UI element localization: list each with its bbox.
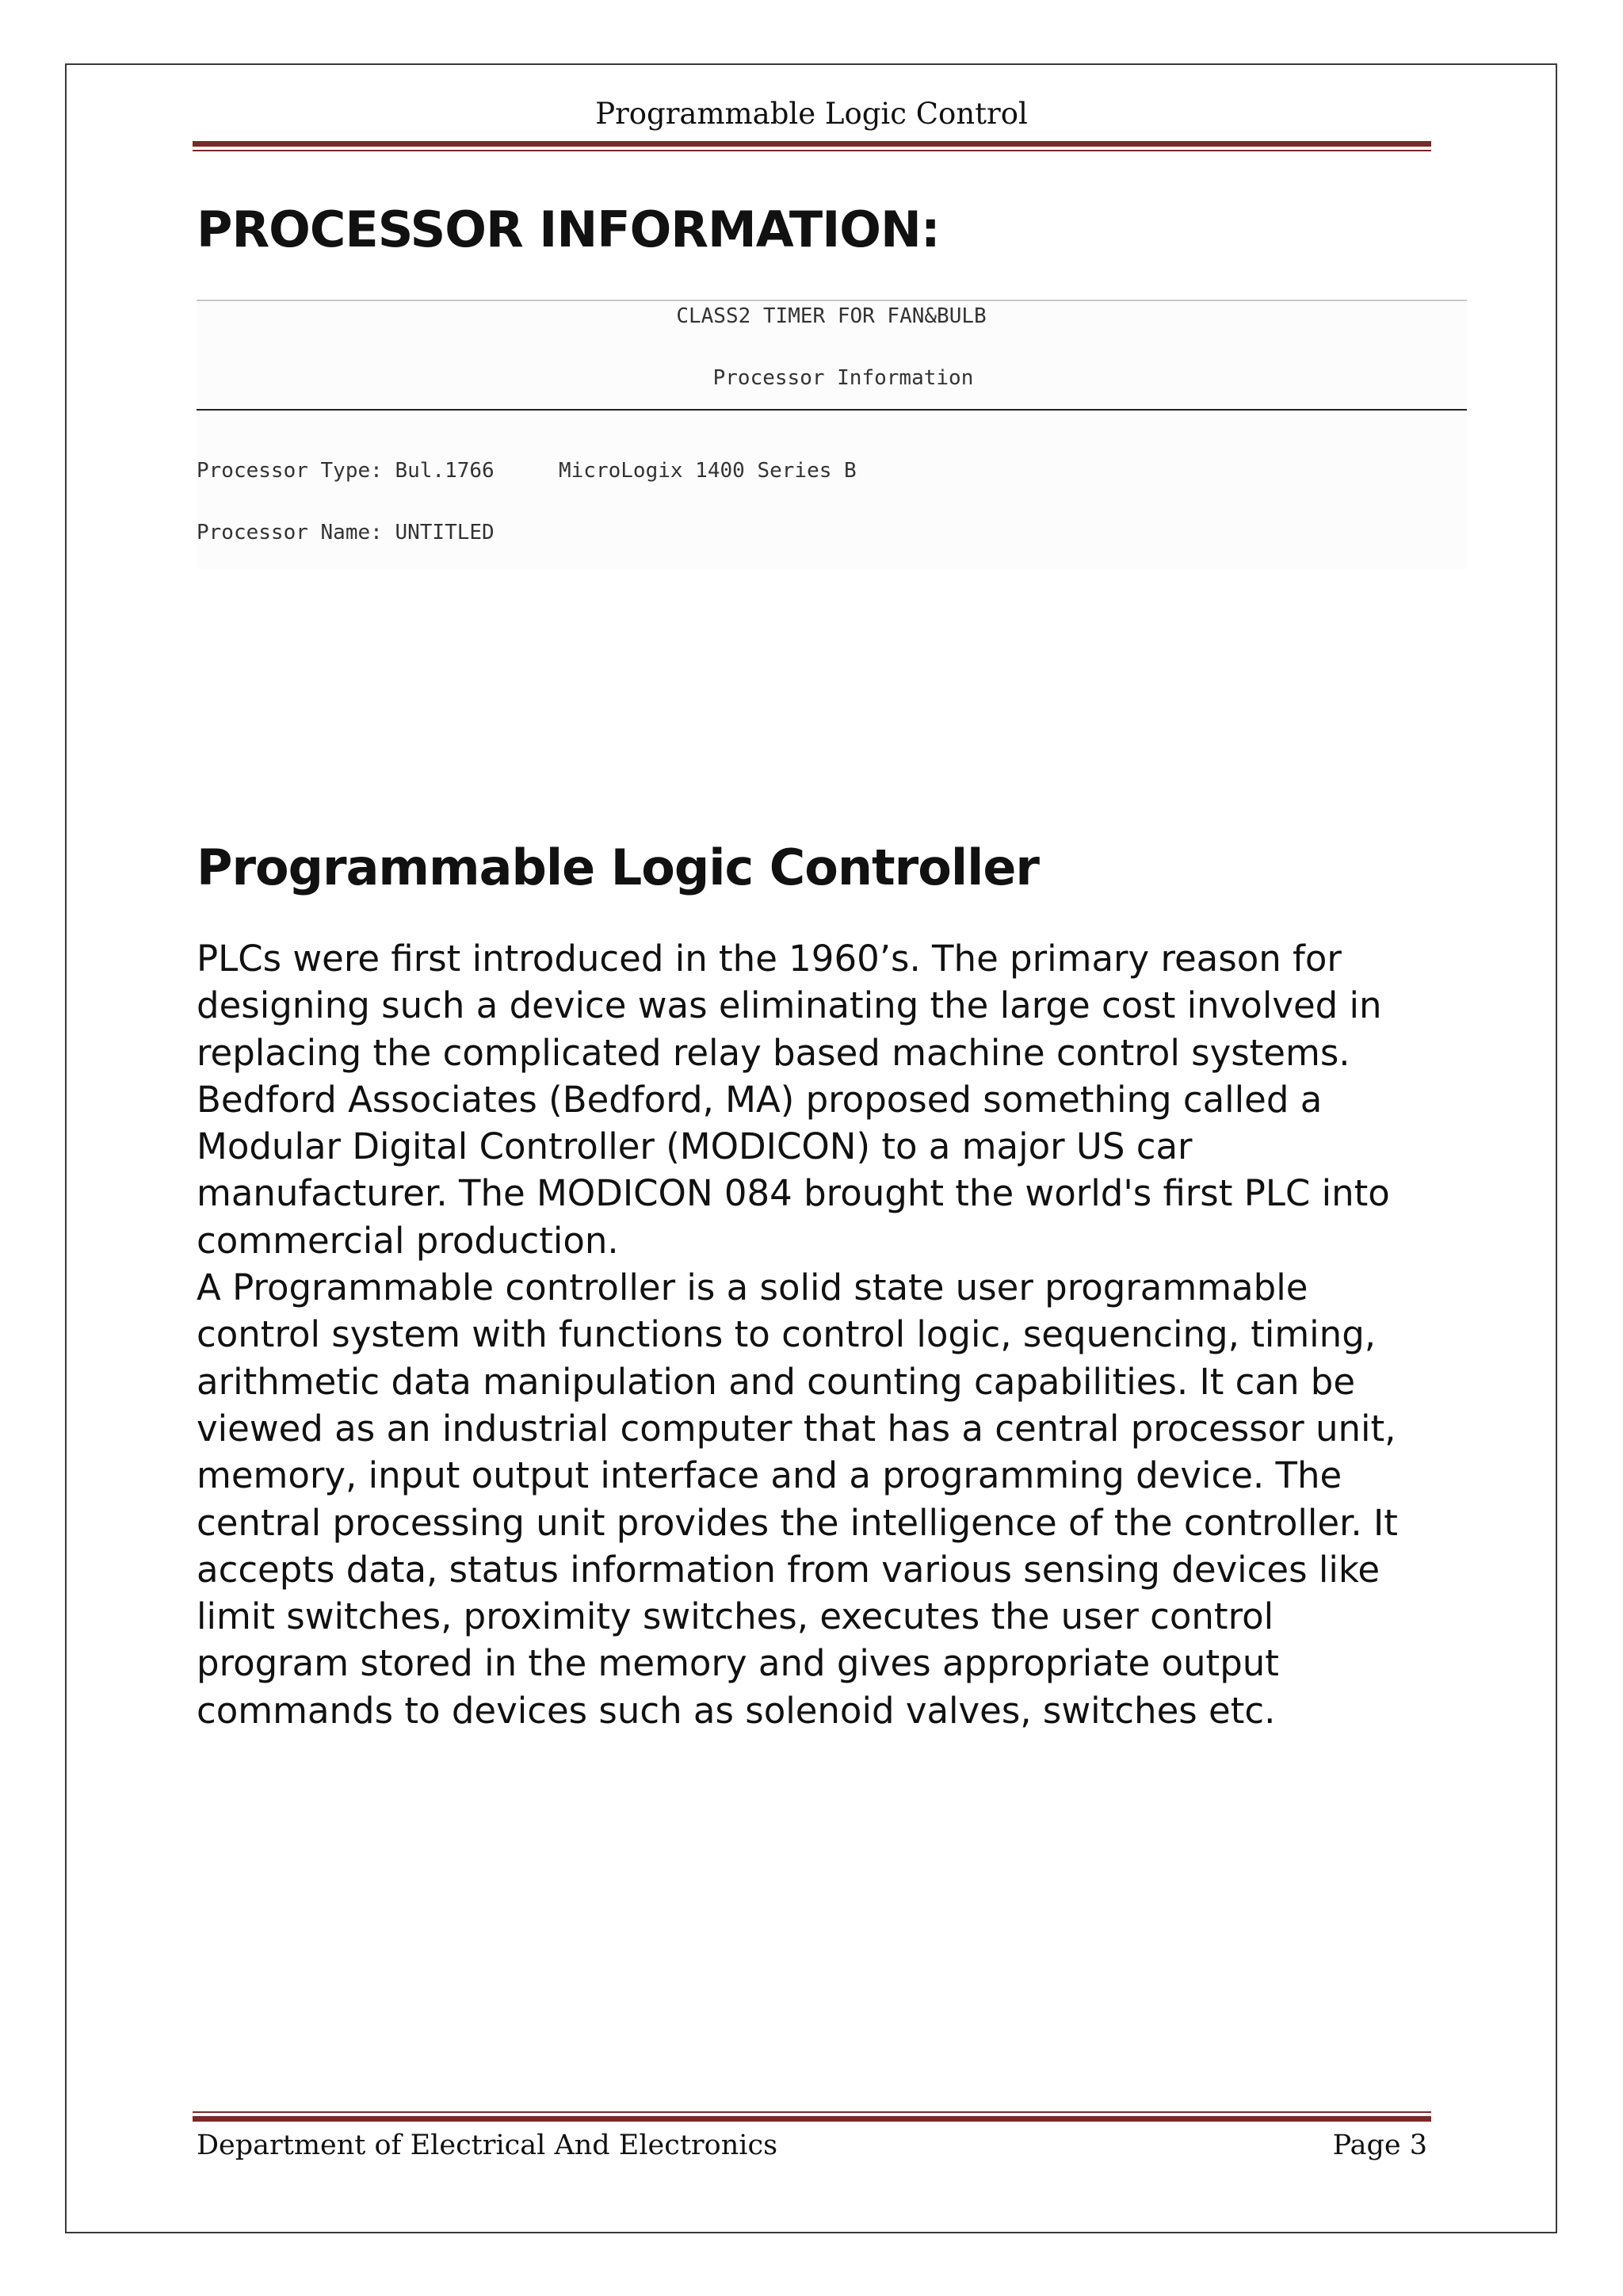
body-line: PLCs were first introduced in the 1960’s. The primary reason for [197,938,1342,980]
header-rule-thick [193,141,1431,147]
body-line: memory, input output interface and a programming device. The [197,1454,1342,1497]
body-line: accepts data, status information from various sensing devices like [197,1548,1380,1591]
body-line: viewed as an industrial computer that has a central processor unit, [197,1407,1396,1450]
body-line: A Programmable controller is a solid state user programmable [197,1266,1308,1309]
header-rule-thin [193,150,1431,151]
processor-name: Processor Name: UNTITLED [197,521,495,544]
report-title: CLASS2 TIMER FOR FAN&BULB [676,304,987,328]
report-top-rule [197,300,1467,301]
running-header: Programmable Logic Control [595,97,1028,131]
body-line: manufacturer. The MODICON 084 brought the world's first PLC into [197,1172,1390,1215]
footer-rule-thick [193,2116,1431,2122]
body-line: control system with functions to control logic, sequencing, timing, [197,1313,1377,1356]
section-heading-processor-information: PROCESSOR INFORMATION: [197,201,940,258]
body-paragraph [197,935,1465,1734]
body-line: designing such a device was eliminating the large cost involved in [197,984,1382,1027]
body-line: replacing the complicated relay based machine control systems. [197,1031,1350,1074]
body-line: program stored in the memory and gives appropriate output [197,1642,1279,1685]
processor-type-label: Processor Type: Bul.1766 [197,459,495,483]
footer-department: Department of Electrical And Electronics [197,2130,778,2161]
body-line: central processing unit provides the intelligence of the controller. It [197,1501,1398,1544]
footer-rule-thin [193,2111,1431,2113]
body-line: arithmetic data manipulation and counting capabilities. It can be [197,1360,1356,1403]
body-line: Bedford Associates (Bedford, MA) proposed something called a [197,1078,1323,1121]
section-heading-plc: Programmable Logic Controller [197,839,1039,896]
report-divider [197,409,1467,411]
processor-type-value: MicroLogix 1400 Series B [559,459,857,483]
body-line: Modular Digital Controller (MODICON) to a major US car [197,1125,1193,1168]
page-number: Page 3 [1332,2130,1427,2161]
report-subtitle: Processor Information [712,366,974,390]
body-line: commercial production. [197,1219,619,1262]
body-line: commands to devices such as solenoid valves, switches etc. [197,1689,1276,1732]
body-line: limit switches, proximity switches, executes the user control [197,1595,1274,1638]
